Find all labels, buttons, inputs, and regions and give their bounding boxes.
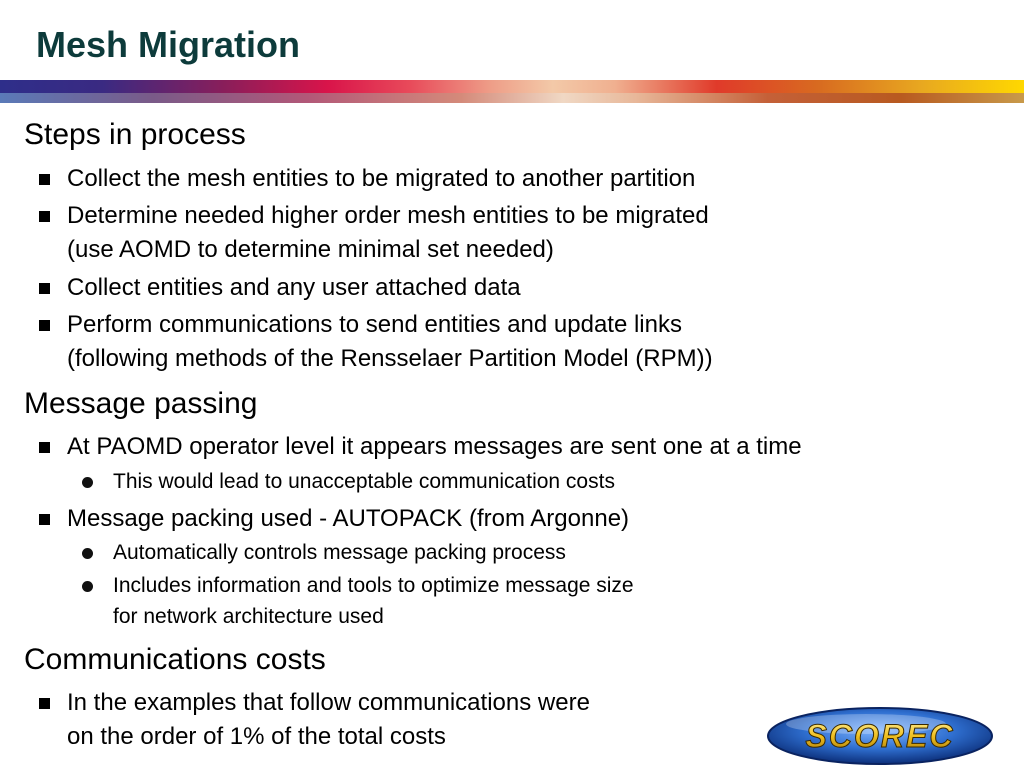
section-heading: Communications costs: [24, 643, 326, 676]
square-bullet-icon: [39, 174, 50, 185]
square-bullet-icon: [39, 514, 50, 525]
logo-lettering: SCOREC: [805, 718, 955, 754]
bullet-text-continuation: on the order of 1% of the total costs: [67, 723, 446, 750]
round-bullet-icon: [82, 477, 93, 488]
bullet-text: Determine needed higher order mesh entities to be migrated: [67, 202, 709, 229]
square-bullet-icon: [39, 320, 50, 331]
bullet-text: Perform communications to send entities and update links: [67, 311, 682, 338]
sub-bullet-text: Includes information and tools to optimize message size: [113, 574, 634, 597]
round-bullet-icon: [82, 548, 93, 559]
section-heading: Steps in process: [24, 118, 246, 151]
square-bullet-icon: [39, 698, 50, 709]
square-bullet-icon: [39, 283, 50, 294]
bullet-text-continuation: (use AOMD to determine minimal set needed): [67, 236, 554, 263]
sub-bullet-text: Automatically controls message packing process: [113, 541, 566, 564]
section-heading: Message passing: [24, 387, 258, 420]
bullet-text: Message packing used - AUTOPACK (from Argonne): [67, 505, 630, 532]
sub-bullet-text: This would lead to unacceptable communication costs: [113, 470, 615, 493]
scorec-logo: [766, 706, 994, 766]
square-bullet-icon: [39, 211, 50, 222]
square-bullet-icon: [39, 442, 50, 453]
bullet-text-continuation: (following methods of the Rensselaer Partition Model (RPM)): [67, 345, 713, 372]
bullet-text: At PAOMD operator level it appears messages are sent one at a time: [67, 433, 802, 460]
round-bullet-icon: [82, 581, 93, 592]
page-title: Mesh Migration: [36, 24, 301, 65]
bullet-text: In the examples that follow communications were: [67, 689, 590, 716]
sub-bullet-text-continuation: for network architecture used: [113, 605, 384, 628]
bullet-text: Collect entities and any user attached data: [67, 274, 521, 301]
bullet-text: Collect the mesh entities to be migrated to another partition: [67, 165, 696, 192]
